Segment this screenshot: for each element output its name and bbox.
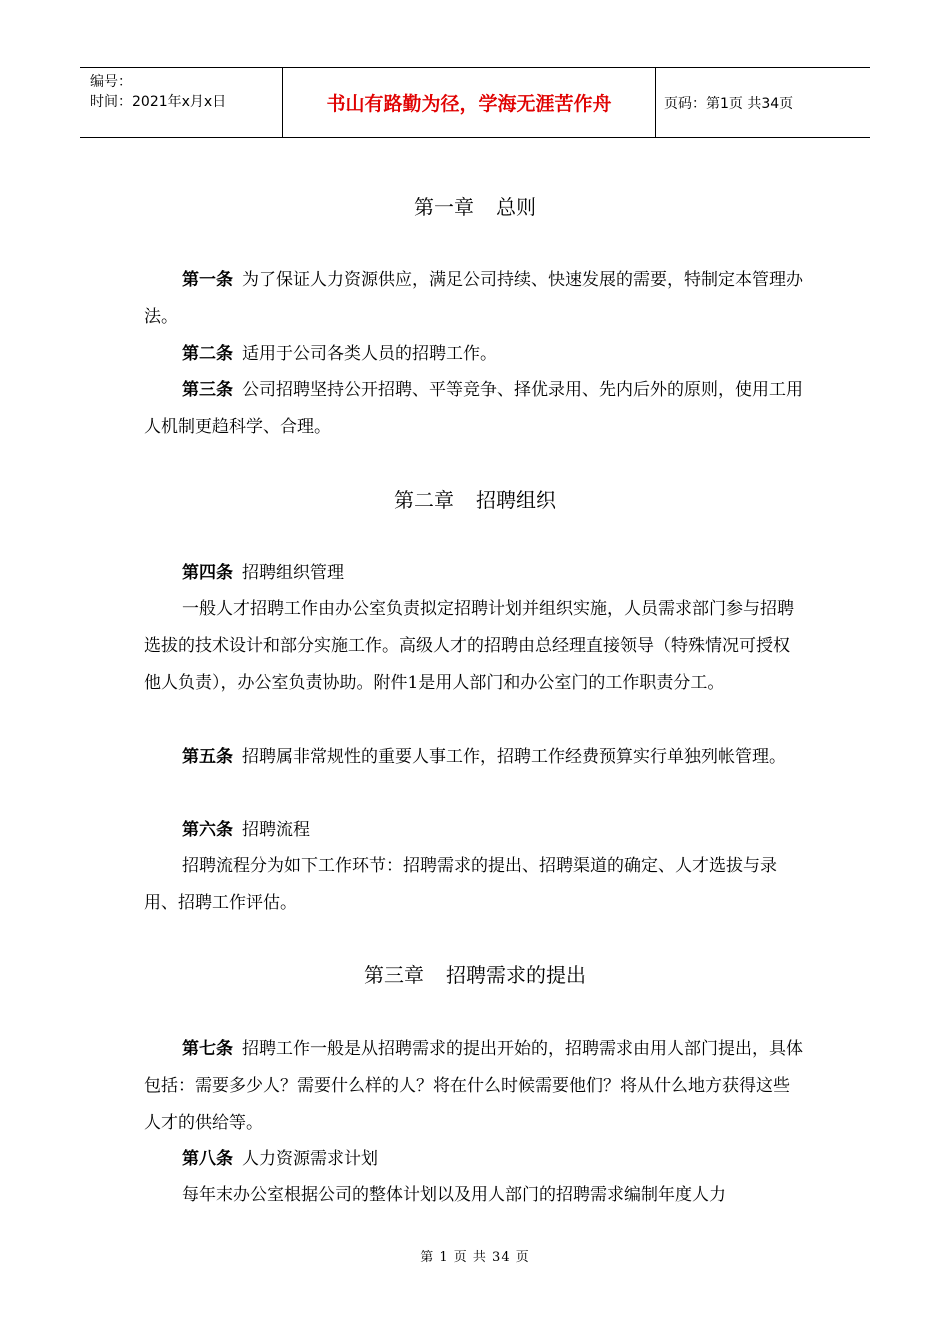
header-motto: 书山有路勤为径，学海无涯苦作舟 (282, 68, 656, 137)
header-page-info: 页码：第1页 共34页 (664, 95, 794, 112)
article-text: 为了保证人力资源供应，满足公司持续、快速发展的需要，特制定本管理办法。 (144, 270, 803, 327)
article-text: 招聘流程 (242, 820, 310, 840)
article-label: 第五条 (182, 747, 233, 767)
article-label: 第四条 (182, 563, 233, 583)
chapter-number: 第二章 (394, 488, 454, 512)
page-header (80, 67, 870, 138)
article-paragraph (144, 1141, 806, 1178)
article-label: 第三条 (182, 380, 233, 400)
article-paragraph (144, 372, 806, 446)
article-label: 第六条 (182, 820, 233, 840)
chapter-title: 总则 (496, 195, 536, 219)
article-label: 第七条 (182, 1039, 233, 1059)
document-time-label: 时间：2021年x月x日 (90, 94, 227, 110)
article-paragraph (144, 739, 806, 776)
header-meta (80, 68, 282, 137)
article-label: 第二条 (182, 344, 233, 364)
article-text: 适用于公司各类人员的招聘工作。 (242, 344, 497, 364)
article-text: 招聘工作一般是从招聘需求的提出开始的，招聘需求由用人部门提出，具体包括：需要多少人？需要什么样的人？将在什么时候需要他们？将从什么地方获得这些人才的供给等。 (144, 1039, 803, 1133)
article-text: 公司招聘坚持公开招聘、平等竞争、择优录用、先内后外的原则，使用工用人机制更趋科学、合理。 (144, 380, 803, 437)
chapter-number: 第三章 (364, 963, 424, 987)
body-paragraph (144, 1177, 806, 1214)
article-text: 招聘组织管理 (242, 563, 344, 583)
paragraph-text: 招聘流程分为如下工作环节：招聘需求的提出、招聘渠道的确定、人才选拔与录用、招聘工作评估。 (144, 856, 777, 913)
article-paragraph (144, 555, 806, 592)
article-paragraph (144, 812, 806, 849)
article-paragraph (144, 1031, 806, 1142)
article-label: 第八条 (182, 1149, 233, 1169)
body-paragraph (144, 591, 806, 702)
chapter-title: 招聘组织 (476, 488, 556, 512)
document-number-label: 编号： (90, 74, 132, 90)
article-paragraph (144, 262, 806, 336)
paragraph-text: 一般人才招聘工作由办公室负责拟定招聘计划并组织实施，人员需求部门参与招聘选拔的技术设计和部分实施工作。高级人才的招聘由总经理直接领导（特殊情况可授权他人负责），办公室负责协助。附件1是用人部门和办公室门的工作职责分工。 (144, 599, 794, 693)
chapter-number: 第一章 (414, 195, 474, 219)
page-footer: 第 1 页 共 34 页 (420, 1250, 530, 1265)
article-paragraph (144, 336, 806, 373)
article-label: 第一条 (182, 270, 233, 290)
chapter-heading (0, 191, 950, 220)
chapter-heading (0, 959, 950, 988)
article-text: 招聘属非常规性的重要人事工作，招聘工作经费预算实行单独列帐管理。 (242, 747, 786, 767)
chapter-heading (0, 484, 950, 513)
paragraph-text: 每年末办公室根据公司的整体计划以及用人部门的招聘需求编制年度人力 (182, 1185, 726, 1205)
chapter-title: 招聘需求的提出 (446, 963, 586, 987)
article-text: 人力资源需求计划 (242, 1149, 378, 1169)
body-paragraph (144, 848, 806, 922)
